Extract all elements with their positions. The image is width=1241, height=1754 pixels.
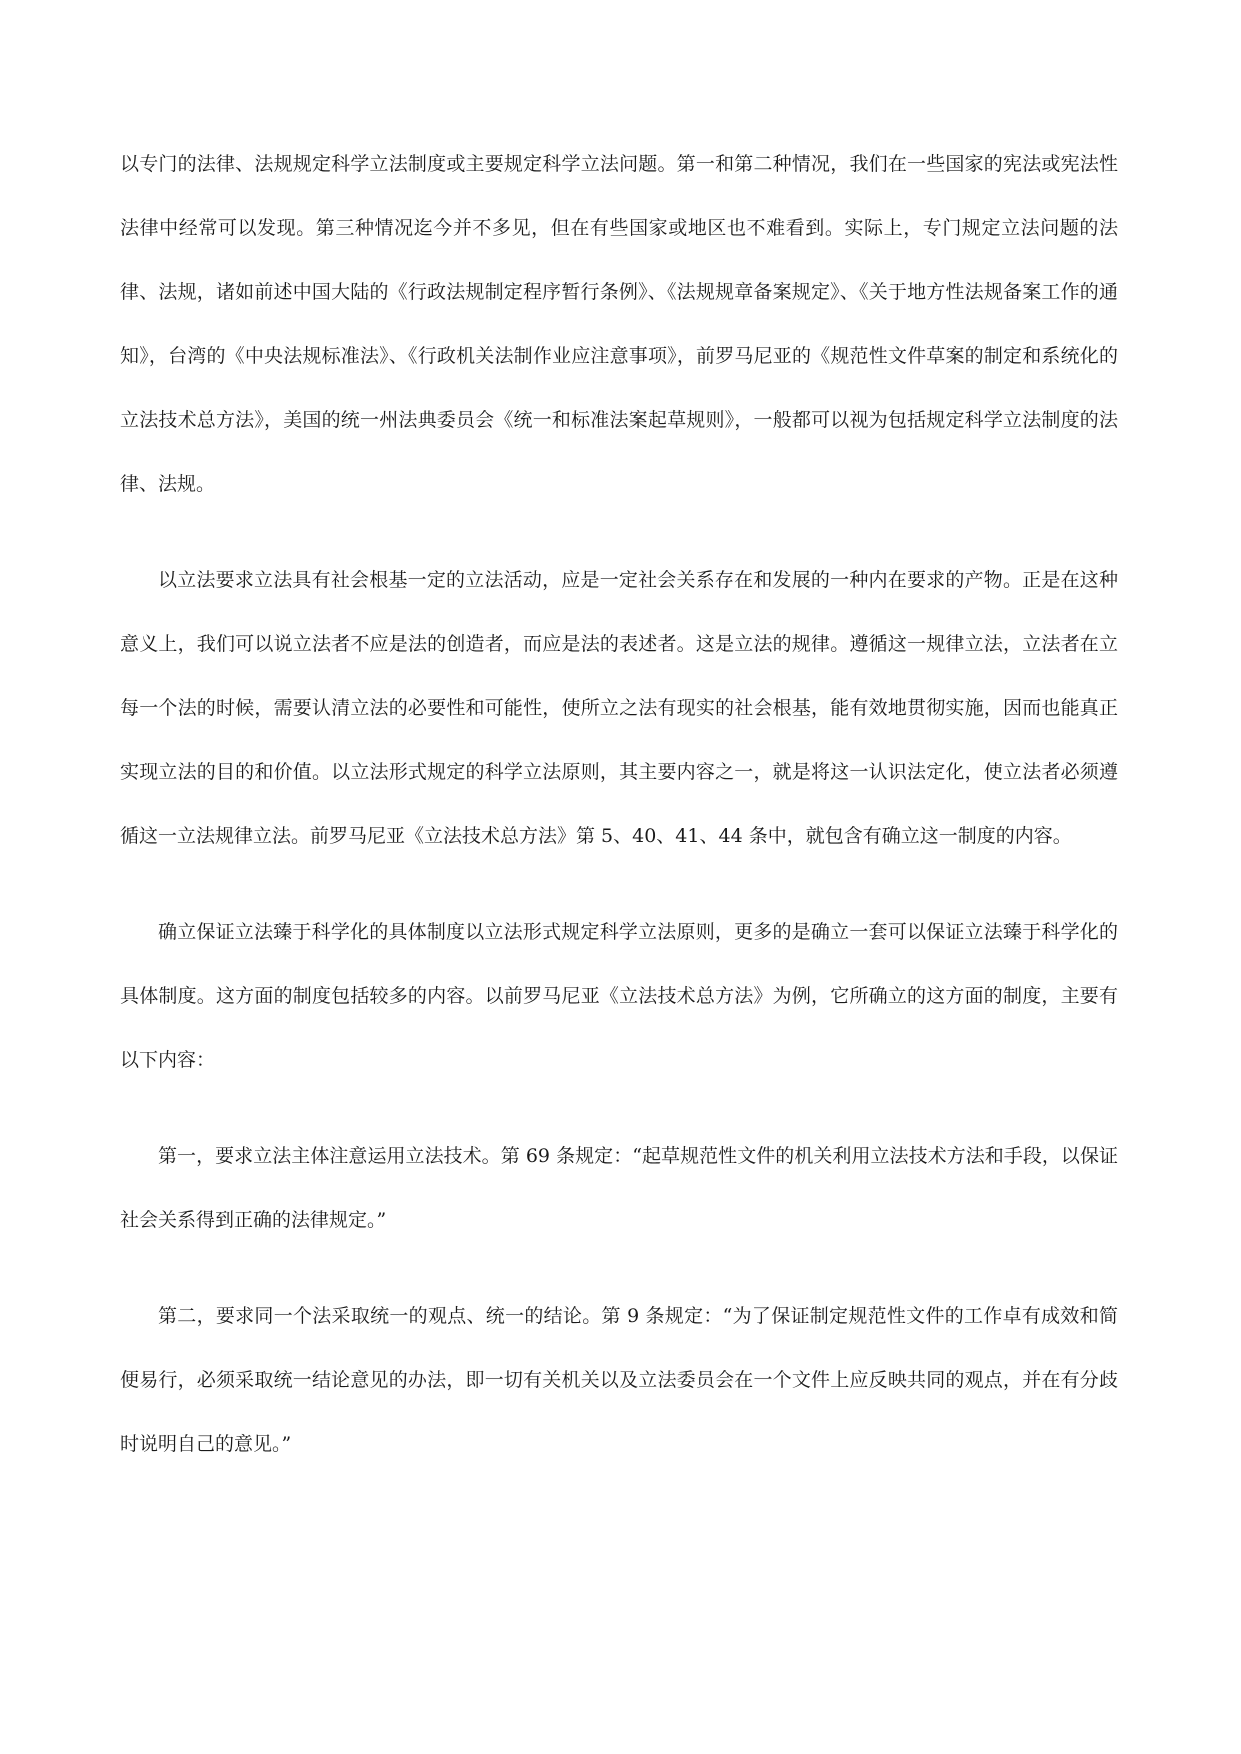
paragraph-specific-system: 确立保证立法臻于科学化的具体制度以立法形式规定科学立法原则，更多的是确立一套可以保证立法臻于科学化的具体制度。这方面的制度包括较多的内容。以前罗马尼亚《立法技术总方法》为例，它所确立的这方面的制度，主要有以下内容： bbox=[120, 921, 1118, 1071]
paragraph-social-basis: 以立法要求立法具有社会根基一定的立法活动，应是一定社会关系存在和发展的一种内在要求的产物。正是在这种意义上，我们可以说立法者不应是法的创造者，而应是法的表述者。这是立法的规律。遵循这一规律立法，立法者在立每一个法的时候，需要认清立法的必要性和可能性，使所立之法有现实的社会根基，能有效地贯彻实施，因而也能真正实现立法的目的和价值。以立法形式规定的科学立法原则，其主要内容之一，就是将这一认识法定化，使立法者必须遵循这一立法规律立法。前罗马尼亚《立法技术总方法》第 5、40、41、44 条中，就包含有确立这一制度的内容。 bbox=[120, 569, 1118, 847]
paragraph-second-rule: 第二，要求同一个法采取统一的观点、统一的结论。第 9 条规定：“为了保证制定规范性文件的工作卓有成效和简便易行，必须采取统一结论意见的办法，即一切有关机关以及立法委员会在一个文件上应反映共同的观点，并在有分歧时说明自己的意见。” bbox=[120, 1305, 1118, 1455]
paragraph-first-rule: 第一，要求立法主体注意运用立法技术。第 69 条规定：“起草规范性文件的机关利用立法技术方法和手段，以保证社会关系得到正确的法律规定。” bbox=[120, 1145, 1118, 1231]
document-body bbox=[120, 132, 1118, 1476]
paragraph-continued: 以专门的法律、法规规定科学立法制度或主要规定科学立法问题。第一和第二种情况，我们在一些国家的宪法或宪法性法律中经常可以发现。第三种情况迄今并不多见，但在有些国家或地区也不难看到。实际上，专门规定立法问题的法律、法规，诸如前述中国大陆的《行政法规制定程序暂行条例》、《法规规章备案规定》、《关于地方性法规备案工作的通知》，台湾的《中央法规标准法》、《行政机关法制作业应注意事项》，前罗马尼亚的《规范性文件草案的制定和系统化的立法技术总方法》，美国的统一州法典委员会《统一和标准法案起草规则》，一般都可以视为包括规定科学立法制度的法律、法规。 bbox=[120, 153, 1118, 495]
